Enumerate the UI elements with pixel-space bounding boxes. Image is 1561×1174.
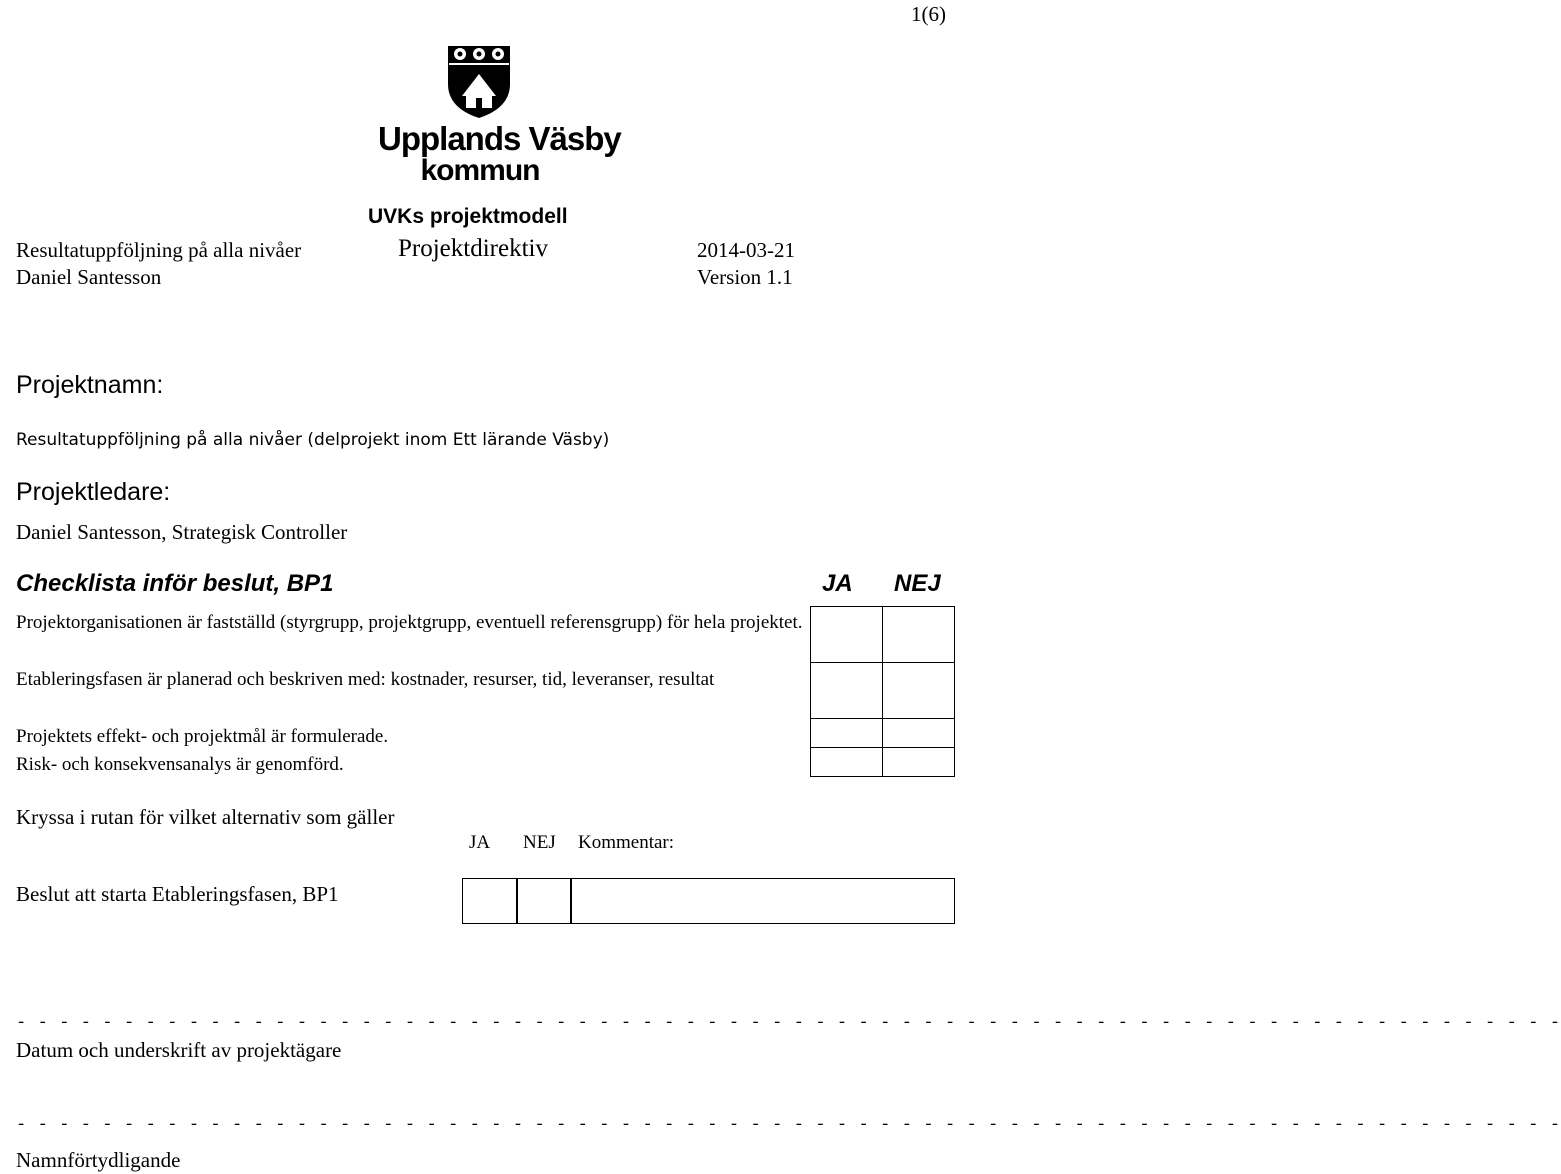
header-author: Daniel Santesson	[16, 265, 162, 289]
project-name-label: Projektnamn:	[16, 371, 164, 399]
decision-col-comment: Kommentar:	[578, 832, 675, 853]
checkbox-yes-item-2[interactable]	[810, 662, 883, 719]
name-line: - - - - - - - - - - - - - - - - - - - - - - - - - - - - - - - - - - - - - - - - - - - - - - - - - - - - - - - - - - - - - - - - - - - - - - - -	[16, 1116, 1561, 1135]
checkbox-no-item-1[interactable]	[882, 606, 955, 663]
checklist-title: Checklista inför beslut, BP1	[16, 570, 334, 597]
logo-text-line2: kommun	[420, 154, 540, 187]
header-version: Version 1.1	[697, 265, 793, 289]
project-leader-value: Daniel Santesson, Strategisk Controller	[16, 520, 348, 544]
checklist-item: Projektets effekt- och projektmål är formulerade.	[16, 726, 389, 747]
checklist-item: Etableringsfasen är planerad och beskriven med: kostnader, resurser, tid, leveranser, resultat	[16, 669, 715, 690]
header-doc-type: Projektdirektiv	[398, 235, 548, 262]
logo-text-line1: Upplands Väsby	[378, 120, 621, 157]
header-project-short: Resultatuppföljning på alla nivåer	[16, 238, 302, 262]
decision-checkbox-no[interactable]	[516, 878, 572, 924]
checkbox-no-item-4[interactable]	[882, 747, 955, 777]
checklist-item: Projektorganisationen är fastställd (styrgrupp, projektgrupp, eventuell referensgrupp) för hela projektet.	[16, 612, 803, 633]
signature-line: - - - - - - - - - - - - - - - - - - - - - - - - - - - - - - - - - - - - - - - - - - - - - - - - - - - - - - - - - - - - - - - - - - - - - - - -	[16, 1014, 1561, 1033]
checkbox-no-item-2[interactable]	[882, 662, 955, 719]
checklist-item: Risk- och konsekvensanalys är genomförd.	[16, 754, 344, 775]
project-leader-label: Projektledare:	[16, 478, 171, 506]
header-date: 2014-03-21	[697, 238, 795, 262]
checkbox-yes-item-1[interactable]	[810, 606, 883, 663]
coat-of-arms-icon	[448, 46, 510, 118]
checkbox-yes-item-4[interactable]	[810, 747, 883, 777]
project-name-value: Resultatuppföljning på alla nivåer (delprojekt inom Ett lärande Väsby)	[16, 430, 610, 450]
name-clarification-label: Namnförtydligande	[16, 1148, 181, 1172]
checklist-col-no: NEJ	[894, 570, 941, 597]
decision-comment-field[interactable]	[570, 878, 955, 924]
decision-col-no: NEJ	[523, 832, 556, 853]
date-signature-label: Datum och underskrift av projektägare	[16, 1038, 342, 1062]
decision-checkbox-yes[interactable]	[462, 878, 518, 924]
decision-instruction: Kryssa i rutan för vilket alternativ som gäller	[16, 805, 395, 829]
checklist-col-yes: JA	[822, 570, 853, 597]
checkbox-yes-item-3[interactable]	[810, 718, 883, 748]
model-title: UVKs projektmodell	[368, 205, 568, 228]
decision-label: Beslut att starta Etableringsfasen, BP1	[16, 882, 339, 906]
checkbox-no-item-3[interactable]	[882, 718, 955, 748]
decision-col-yes: JA	[469, 832, 491, 853]
page-number: 1(6)	[911, 2, 946, 26]
